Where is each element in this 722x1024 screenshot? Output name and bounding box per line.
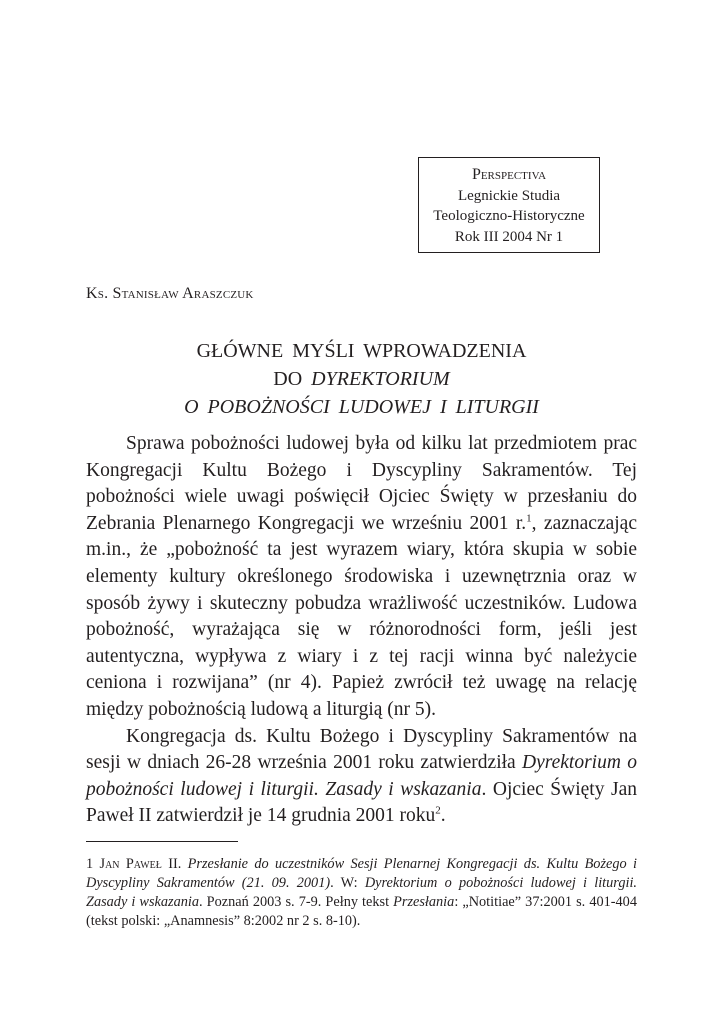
paragraph-1-text-b: , zaznaczając m.in., że „pobożność ta jest wyrazem wiary, która skupia w sobie elementy kultury określonego środowiska i uzewnętrznia oraz w sposób żywy i skuteczny pobudza wrażliwość uczestników. Ludowa pobożność, wyrażająca się w różnorodności form, jeśli jest autentyczna, wypływa z wiary i z tej racji winna być należycie ceniona i rozwijana” (nr 4). Papież zwrócił też uwagę na relację między pobożnością ludową a liturgią (nr 5). <box>86 512 637 720</box>
title-line-2 <box>86 365 637 393</box>
footnote-ref-2: 2 <box>435 804 441 817</box>
footnote-text-2: . Poznań 2003 s. 7-9. Pełny tekst <box>199 894 394 910</box>
paragraph-2-end: . <box>440 805 446 827</box>
paragraph-1 <box>86 431 637 724</box>
journal-info-box <box>418 157 600 253</box>
paragraph-2-text-b: . Ojciec Święty Jan Paweł II zatwierdził je 14 grudnia 2001 roku <box>86 778 637 827</box>
article-body <box>86 431 637 830</box>
footnote-ref-1: 1 <box>526 512 532 525</box>
footnote-number: 1 <box>86 856 100 872</box>
paragraph-1-text-a: Sprawa pobożności ludowej była od kilku lat przedmiotem prac Kongregacji Kultu Bożego i Dyscypliny Sakramentów. Tej pobożności wiele uwagi poświęcił Ojciec Święty w przesłaniu do Zebrania Plenarnego Kongregacji we wrześniu 2001 r. <box>86 433 637 534</box>
footnote-sep: . <box>177 856 188 872</box>
footnote-text-1: . W: <box>330 875 365 891</box>
paragraph-2-italic-title: Dyrektorium o pobożności ludowej i liturgii. Zasady i wskazania <box>86 752 637 800</box>
footnote-author: Jan Paweł II <box>99 856 178 872</box>
article-title <box>86 337 637 421</box>
paragraph-2-text-a: Kongregacja ds. Kultu Bożego i Dyscypliny Sakramentów na sesji w dniach 26-28 września 2001 roku zatwierdziła <box>86 725 637 774</box>
paragraph-2 <box>86 724 637 830</box>
journal-subtitle-line2: Teologiczno-Historyczne <box>433 208 585 224</box>
title-line-2-italic: DYREKTORIUM <box>311 368 450 390</box>
footnote-text-3: : „Notitiae” 37:2001 s. 401-404 (tekst polski: „Anamnesis” 8:2002 nr 2 s. 8-10). <box>86 894 637 929</box>
footnote-1 <box>86 855 637 931</box>
journal-name: Perspectiva <box>471 166 547 183</box>
title-line-1: GŁÓWNE MYŚLI WPROWADZENIA <box>196 340 527 362</box>
journal-issue: Rok III 2004 Nr 1 <box>454 228 564 245</box>
footnote-source: Dyrektorium o pobożności ludowej i liturgii. Zasady i wskazania <box>86 875 638 910</box>
footnote-przeslania: Przesłania <box>393 894 455 910</box>
title-line-3: O POBOŻNOŚCI LUDOWEJ I LITURGII <box>184 396 539 418</box>
title-line-2-prefix: DO <box>273 368 312 390</box>
footnote-divider <box>86 841 238 842</box>
article-author: Ks. Stanisław Araszczuk <box>86 285 254 302</box>
journal-subtitle-line1: Legnickie Studia <box>457 187 561 204</box>
footnote-title: Przesłanie do uczestników Sesji Plenarnej Kongregacji ds. Kultu Bożego i Dyscypliny Sakramentów (21. 09. 2001) <box>86 856 637 891</box>
